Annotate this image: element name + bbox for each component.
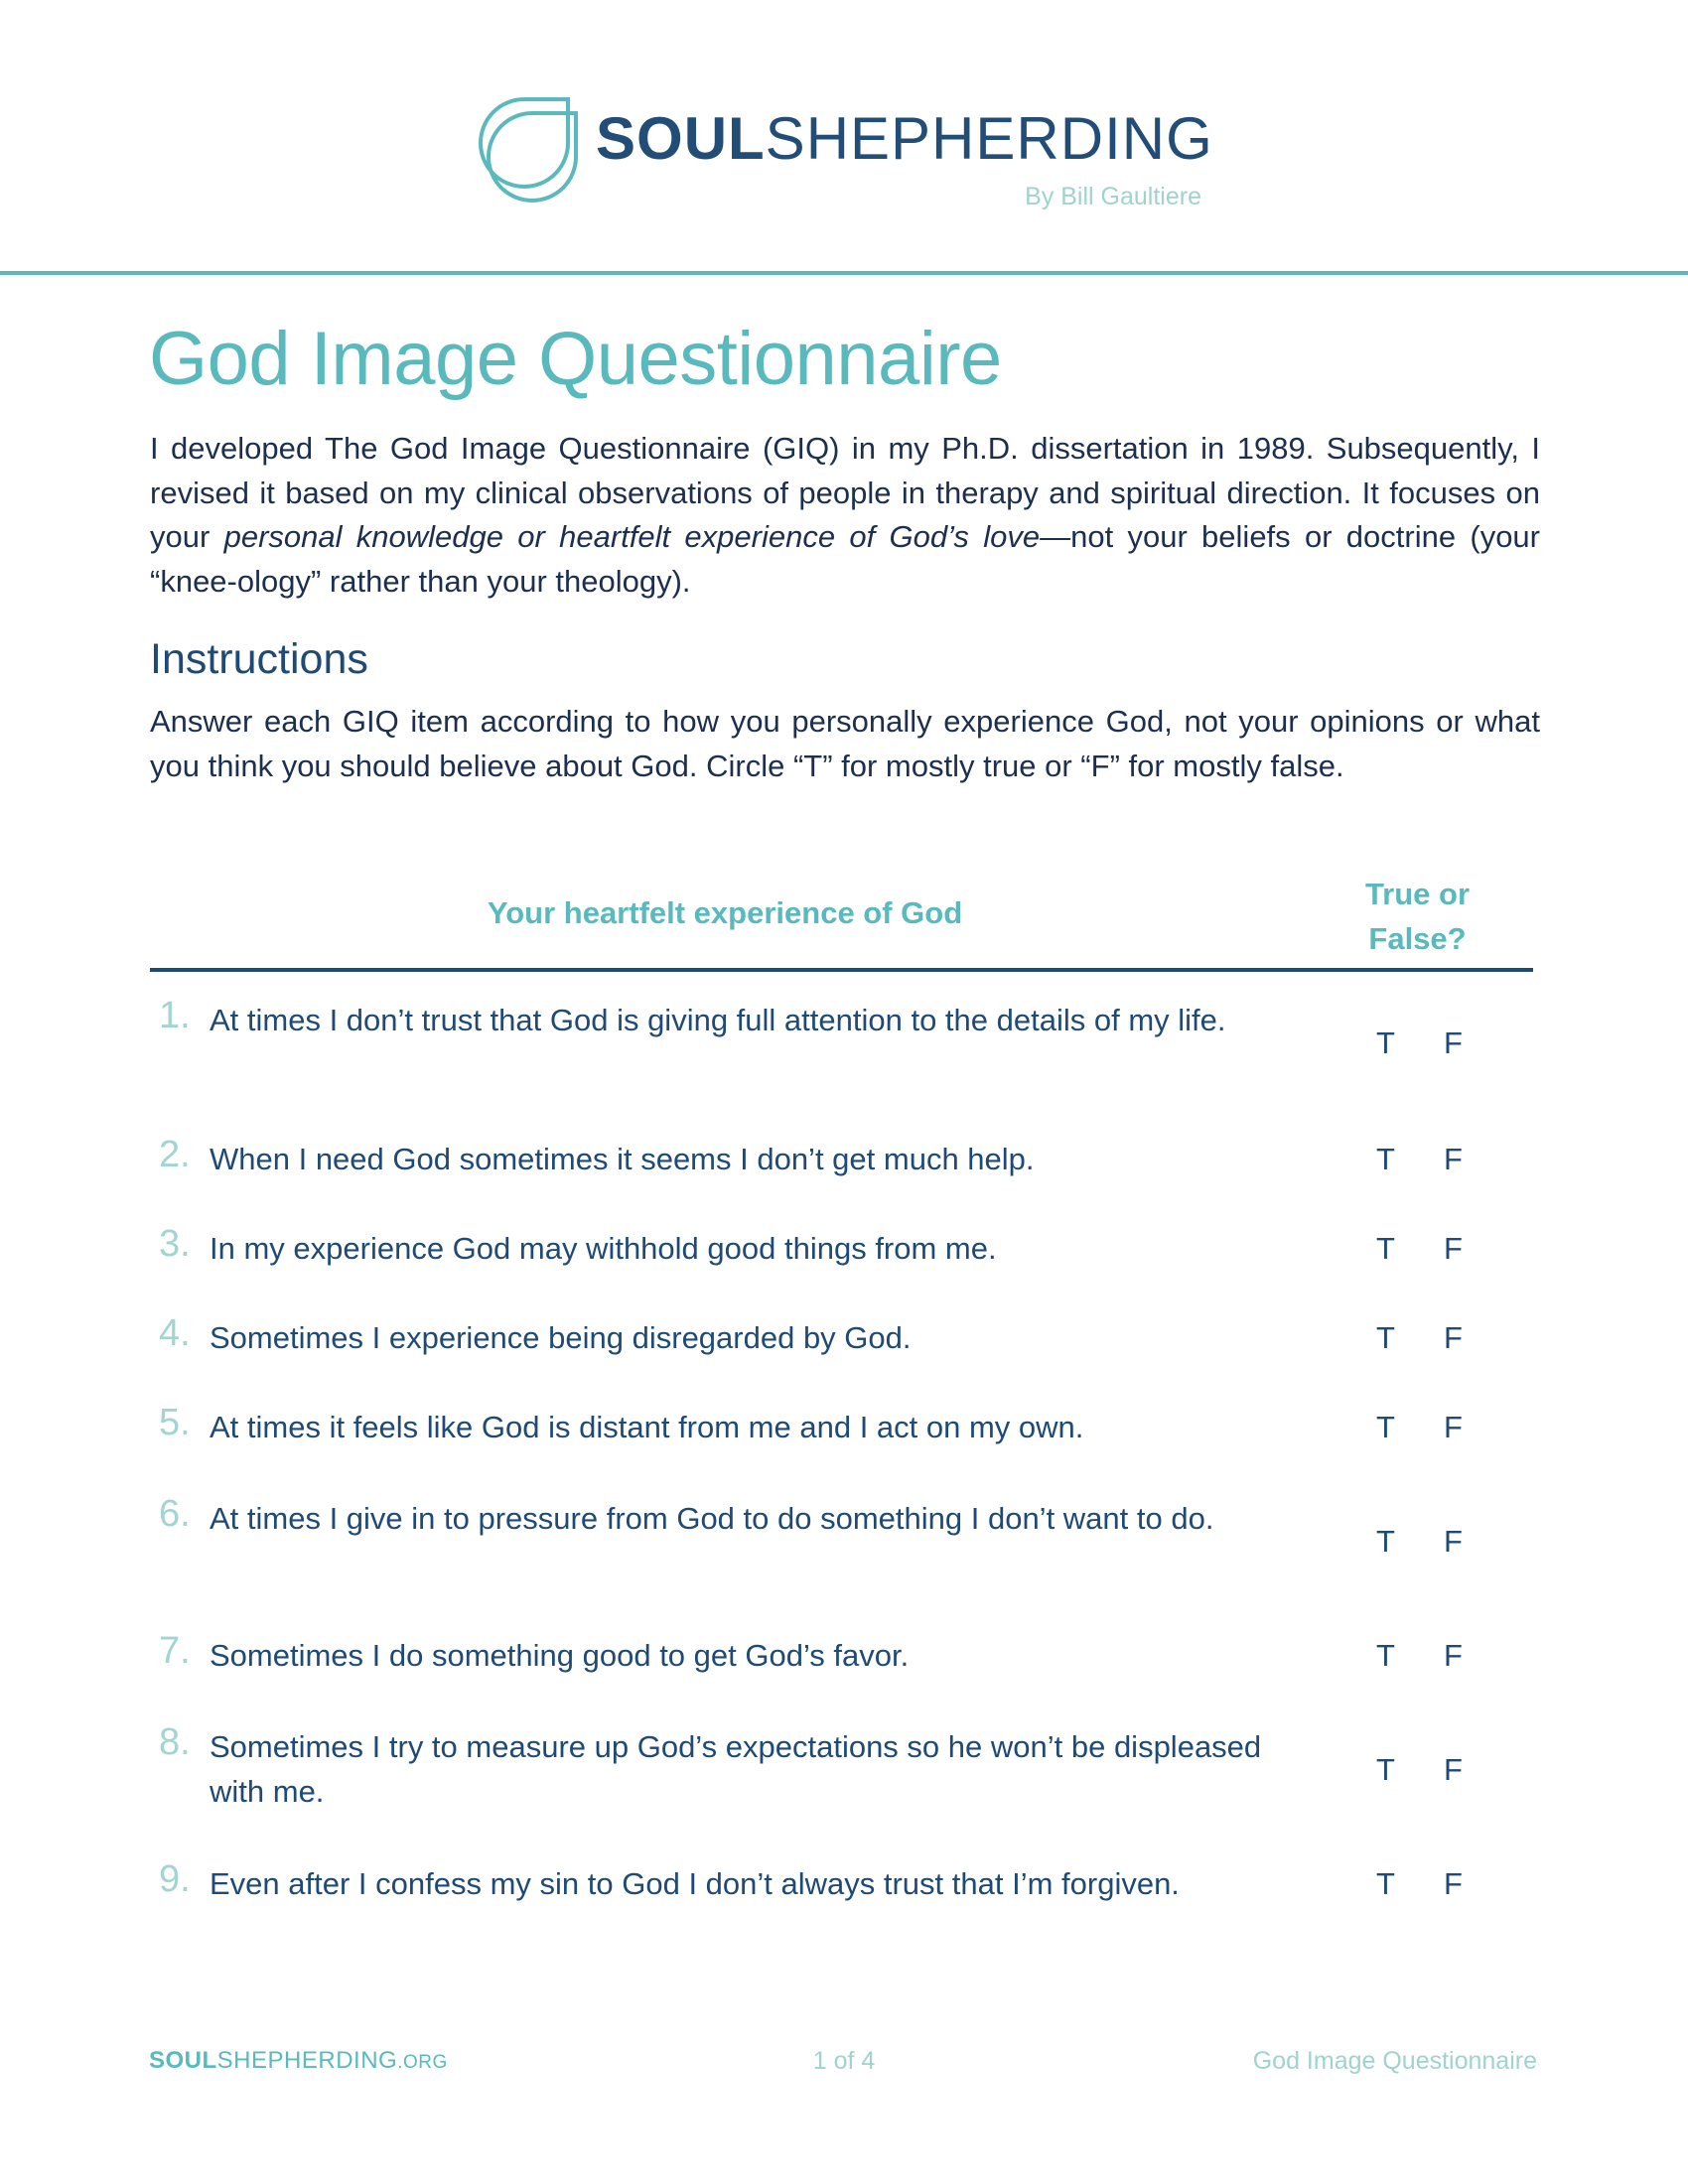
true-option[interactable]: T: [1376, 1638, 1395, 1673]
item-number: 5.: [159, 1402, 191, 1443]
page-title: God Image Questionnaire: [149, 317, 1002, 401]
item-number: 3.: [159, 1223, 191, 1265]
footer-site-bold: SOUL: [149, 2047, 217, 2074]
page-number: 1 of 4: [812, 2047, 876, 2075]
instructions-text: Answer each GIQ item according to how you personally experience God, not your opinions or what you think you should believe about God. Circle “T” for mostly true or “F” for mostly false.: [150, 704, 1540, 783]
soul-shepherding-logo-icon: [477, 95, 580, 203]
true-option[interactable]: T: [1376, 1142, 1395, 1176]
table-header-divider: [150, 968, 1533, 972]
header-divider: [0, 271, 1688, 275]
brand-name-bold: SOUL: [596, 105, 766, 172]
column-header-tf-line2: False?: [1368, 921, 1467, 956]
brand-header: [477, 95, 1231, 224]
column-header-tf-line1: True or: [1364, 877, 1471, 911]
intro-emphasis: personal knowledge or heartfelt experience of God’s love: [223, 519, 1041, 554]
false-option[interactable]: F: [1444, 1142, 1463, 1176]
true-option[interactable]: T: [1376, 1410, 1395, 1444]
false-option[interactable]: F: [1444, 1638, 1463, 1673]
false-option[interactable]: F: [1444, 1231, 1463, 1266]
true-option[interactable]: T: [1376, 1866, 1395, 1901]
false-option[interactable]: F: [1444, 1025, 1463, 1060]
item-number: 1.: [159, 995, 191, 1036]
true-option[interactable]: T: [1376, 1231, 1395, 1266]
footer-website[interactable]: [149, 2047, 448, 2075]
item-text: Even after I confess my sin to God I don’t always trust that I’m forgiven.: [210, 1866, 1180, 1901]
item-number: 7.: [159, 1630, 191, 1672]
item-number: 9.: [159, 1858, 191, 1900]
column-header-true-false: [1331, 872, 1504, 961]
true-option[interactable]: T: [1376, 1320, 1395, 1355]
intro-paragraph: [150, 427, 1540, 604]
item-text: In my experience God may withhold good things from me.: [210, 1231, 997, 1266]
item-text: Sometimes I experience being disregarded by God.: [210, 1320, 912, 1355]
item-text: At times I give in to pressure from God to do something I don’t want to do.: [210, 1501, 1214, 1536]
false-option[interactable]: F: [1444, 1410, 1463, 1444]
footer-site-tld: .ORG: [397, 2052, 448, 2073]
footer-document-title: God Image Questionnaire: [1252, 2047, 1537, 2075]
false-option[interactable]: F: [1444, 1320, 1463, 1355]
false-option[interactable]: F: [1444, 1752, 1463, 1787]
instructions-heading: Instructions: [150, 635, 368, 683]
column-header-experience: Your heartfelt experience of God: [487, 895, 963, 930]
item-number: 6.: [159, 1493, 191, 1535]
intro-text-part1: I developed The God Image Questionnaire (GIQ) in my Ph.D. dissertation in 1989. Subsequently, I revised it based on my clinical observations of people in therapy and spiritual direction. It focuses on your: [150, 431, 1540, 554]
true-option[interactable]: T: [1376, 1025, 1395, 1060]
true-option[interactable]: T: [1376, 1524, 1395, 1559]
item-text: Sometimes I do something good to get God’s favor.: [210, 1638, 910, 1673]
brand-wordmark: [596, 105, 1213, 172]
footer-site-light: SHEPHERDING: [216, 2047, 398, 2074]
item-text: Sometimes I try to measure up God’s expectations so he won’t be displeased with me.: [210, 1729, 1262, 1809]
item-number: 8.: [159, 1721, 191, 1763]
intro-text-part2: —not your beliefs or doctrine (your “knee-ology” rather than your theology).: [150, 519, 1540, 599]
true-option[interactable]: T: [1376, 1752, 1395, 1787]
item-number: 4.: [159, 1312, 191, 1354]
false-option[interactable]: F: [1444, 1866, 1463, 1901]
item-number: 2.: [159, 1134, 191, 1175]
brand-name-light: SHEPHERDING: [765, 105, 1213, 172]
item-text: At times it feels like God is distant from me and I act on my own.: [210, 1410, 1084, 1444]
brand-byline: By Bill Gaultiere: [1025, 183, 1201, 210]
item-text: When I need God sometimes it seems I don’t get much help.: [210, 1142, 1035, 1176]
item-text: At times I don’t trust that God is giving full attention to the details of my life.: [210, 1003, 1226, 1037]
false-option[interactable]: F: [1444, 1524, 1463, 1559]
